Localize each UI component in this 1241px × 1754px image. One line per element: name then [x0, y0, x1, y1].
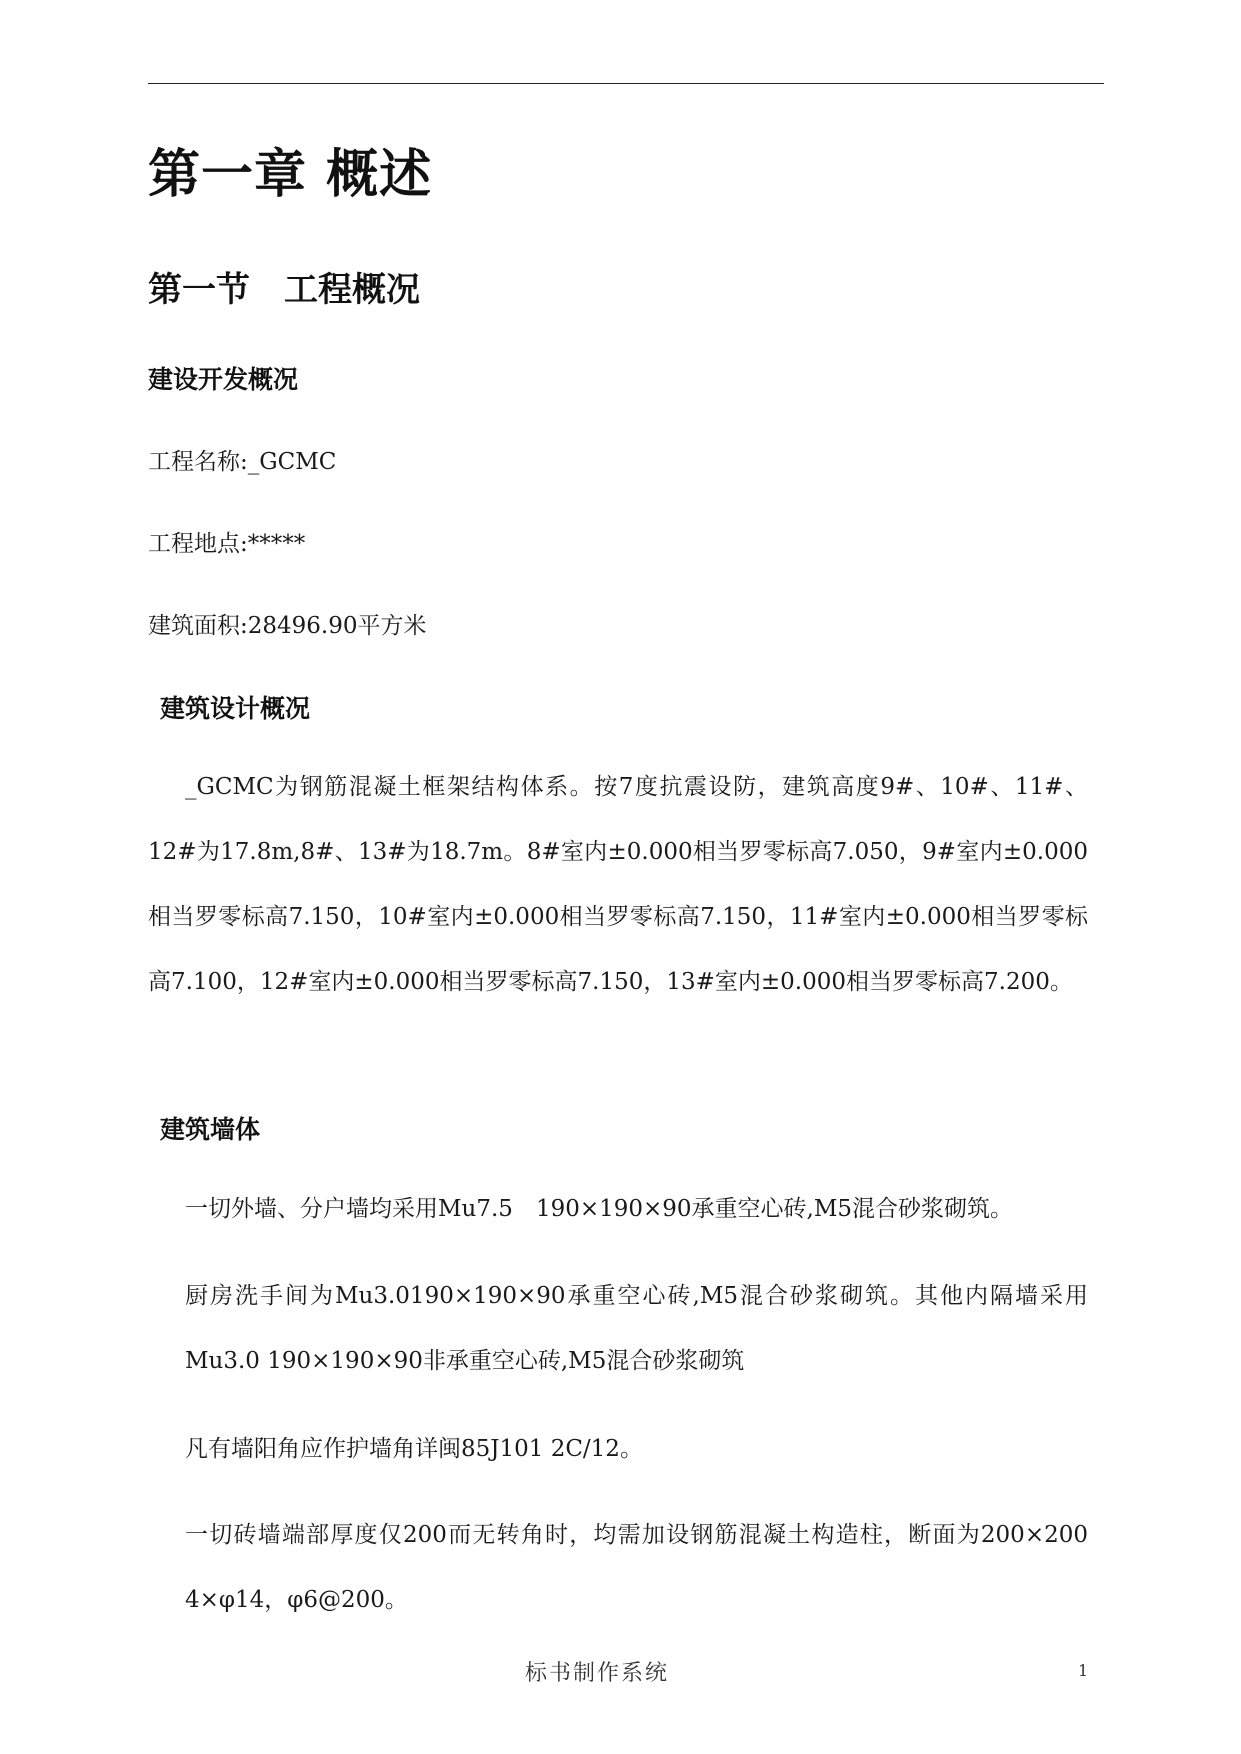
- page-number: 1: [1078, 1661, 1089, 1680]
- walls-heading: 建筑墙体: [160, 1115, 261, 1144]
- walls-paragraph-4: 一切砖墙端部厚度仅200而无转角时，均需加设钢筋混凝土构造柱，断面为200×200 4×φ14，φ6@200。: [185, 1522, 1088, 1613]
- walls-paragraph-1: 一切外墙、分户墙均采用Mu7.5 190×190×90承重空心砖,M5混合砂浆砌筑。: [185, 1196, 1014, 1222]
- section-title: 第一节 工程概况: [148, 270, 420, 310]
- footer-system-name: 标书制作系统: [525, 1661, 670, 1686]
- design-heading: 建筑设计概况: [160, 694, 311, 723]
- chapter-title: 第一章 概述: [148, 145, 433, 205]
- project-name: 工程名称:_GCMC: [148, 449, 337, 475]
- walls-paragraph-3: 凡有墙阳角应作护墙角详闽85J101 2C/12。: [185, 1436, 643, 1462]
- building-area: 建筑面积:28496.90平方米: [148, 613, 427, 639]
- design-paragraph: _GCMC为钢筋混凝土框架结构体系。按7度抗震设防，建筑高度9#、10#、11#、12#为17.8m,8#、13#为18.7m。8#室内±0.000相当罗零标高7.050，9#室内±0.000相当罗零标高7.150，10#室内±0.000相当罗零标高7.150，11#室内±0.000相当罗零标高7.100，12#室内±0.000相当罗零标高7.150，13#室内±0.000相当罗零标高7.200。: [148, 774, 1088, 995]
- overview-heading: 建设开发概况: [148, 365, 299, 394]
- project-location: 工程地点:*****: [148, 531, 306, 557]
- walls-paragraph-2: 厨房洗手间为Mu3.0190×190×90承重空心砖,M5混合砂浆砌筑。其他内隔墙采用Mu3.0 190×190×90非承重空心砖,M5混合砂浆砌筑: [185, 1283, 1088, 1374]
- header-rule: [148, 83, 1104, 84]
